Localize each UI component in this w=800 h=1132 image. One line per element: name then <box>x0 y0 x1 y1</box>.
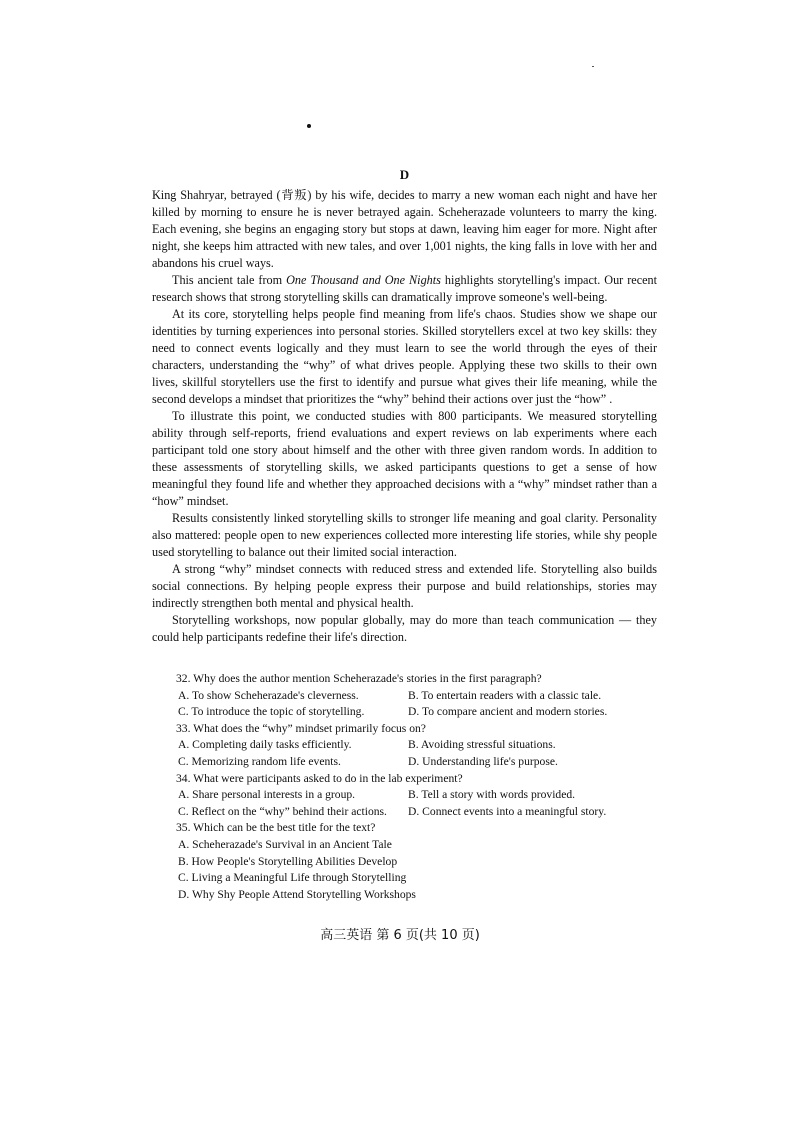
option-35-c: C. Living a Meaningful Life through Storytelling <box>178 871 407 885</box>
option-33-b: B. Avoiding stressful situations. <box>408 738 556 752</box>
option-34-a: A. Share personal interests in a group. <box>178 788 356 802</box>
question-32: 32. Why does the author mention Scheherazade's stories in the first paragraph? <box>176 672 542 685</box>
paragraph-2-end: highlights storytelling's impact. Our recent research shows that strong storytelling skills can dramatically improve someone's well-being. <box>152 273 657 304</box>
option-33-a: A. Completing daily tasks efficiently. <box>178 738 352 752</box>
question-33: 33. What does the “why” mindset primarily focus on? <box>176 721 426 735</box>
option-32-d: D. To compare ancient and modern stories. <box>408 705 608 719</box>
option-35-b: B. How People's Storytelling Abilities Develop <box>178 854 398 868</box>
question-35: 35. Which can be the best title for the text? <box>176 821 376 835</box>
paragraph-6: A strong “why” mindset connects with reduced stress and extended life. Storytelling also builds social connections. By helping people express their purpose and build relationships, stories may indirectly strengthen both mental and physical health. <box>152 562 657 610</box>
paragraph-5: Results consistently linked storytelling skills to stronger life meaning and goal clarity. Personality also mattered: people open to new experiences collected more interesting life stories, while shy people used storytelling to balance out their limited social interaction. <box>152 511 657 559</box>
question-33-options-row-2 <box>176 754 656 771</box>
passage-heading: D <box>399 167 410 182</box>
question-33-options-row-1 <box>176 737 656 754</box>
paragraph-7: Storytelling workshops, now popular globally, may do more than teach communication — they could help participants redefine their life's direction. <box>152 613 657 644</box>
option-33-c: C. Memorizing random life events. <box>178 754 341 768</box>
option-35-d: D. Why Shy People Attend Storytelling Workshops <box>178 887 416 901</box>
option-32-a: A. To show Scheherazade's cleverness. <box>178 688 359 702</box>
paragraph-1: King Shahryar, betrayed (背叛) by his wife, decides to marry a new woman each night and have her killed by morning to ensure he is never betrayed again. Scheherazade volunteers to marry the king. Each evening, she begins an engaging story but stops at dawn, leaving him eager for more. Night after night, she keeps him attracted with new tales, and over 1,001 nights, the king falls in love with her and abandons his cruel ways. <box>152 188 657 270</box>
paragraph-2 <box>152 272 657 306</box>
question-34: 34. What were participants asked to do in the lab experiment? <box>176 771 463 785</box>
question-32-options-row-1 <box>176 688 656 705</box>
question-34-options-row-1 <box>176 787 656 804</box>
option-34-d: D. Connect events into a meaningful story. <box>408 804 607 818</box>
option-32-b: B. To entertain readers with a classic tale. <box>408 688 602 702</box>
paragraph-4: To illustrate this point, we conducted studies with 800 participants. We measured storytelling ability through self-reports, friend evaluations and expert reviews on lab experiments where each participant told one story about himself and the other with three given random words. In addition to these assessments of storytelling skills, we asked participants questions to get a sense of how meaningful they found life and whether they approached decisions with a “why” mindset rather than a “how” mindset. <box>152 409 657 508</box>
option-33-d: D. Understanding life's purpose. <box>408 754 558 768</box>
option-35-a: A. Scheherazade's Survival in an Ancient Tale <box>178 837 392 851</box>
question-32-options-row-2 <box>176 704 656 721</box>
paragraph-3: At its core, storytelling helps people find meaning from life's chaos. Studies show we shape our identities by turning experiences into personal stories. Skilled storytellers excel at two key skills: they need to connect events logically and they must learn to see the world through the eyes of their characters, understanding the “why” of what drives people. Applying these two skills to their own lives, skillful storytellers use the first to identify and pursue what gives their life meaning, while the second develops a mindset that prioritizes the “why” behind their actions over just the “how” . <box>152 307 657 406</box>
question-34-options-row-2 <box>176 804 656 821</box>
option-34-c: C. Reflect on the “why” behind their actions. <box>178 804 387 818</box>
book-title: One Thousand and One Nights <box>286 273 441 287</box>
option-34-b: B. Tell a story with words provided. <box>408 788 576 802</box>
option-32-c: C. To introduce the topic of storytelling. <box>178 705 365 719</box>
reading-passage <box>152 166 657 646</box>
scan-speck <box>592 66 594 67</box>
paragraph-2-start: This ancient tale from <box>172 273 287 287</box>
question-list <box>176 671 656 903</box>
scan-dot <box>307 124 311 128</box>
page-footer: 高三英语 第 6 页(共 10 页) <box>320 928 480 943</box>
